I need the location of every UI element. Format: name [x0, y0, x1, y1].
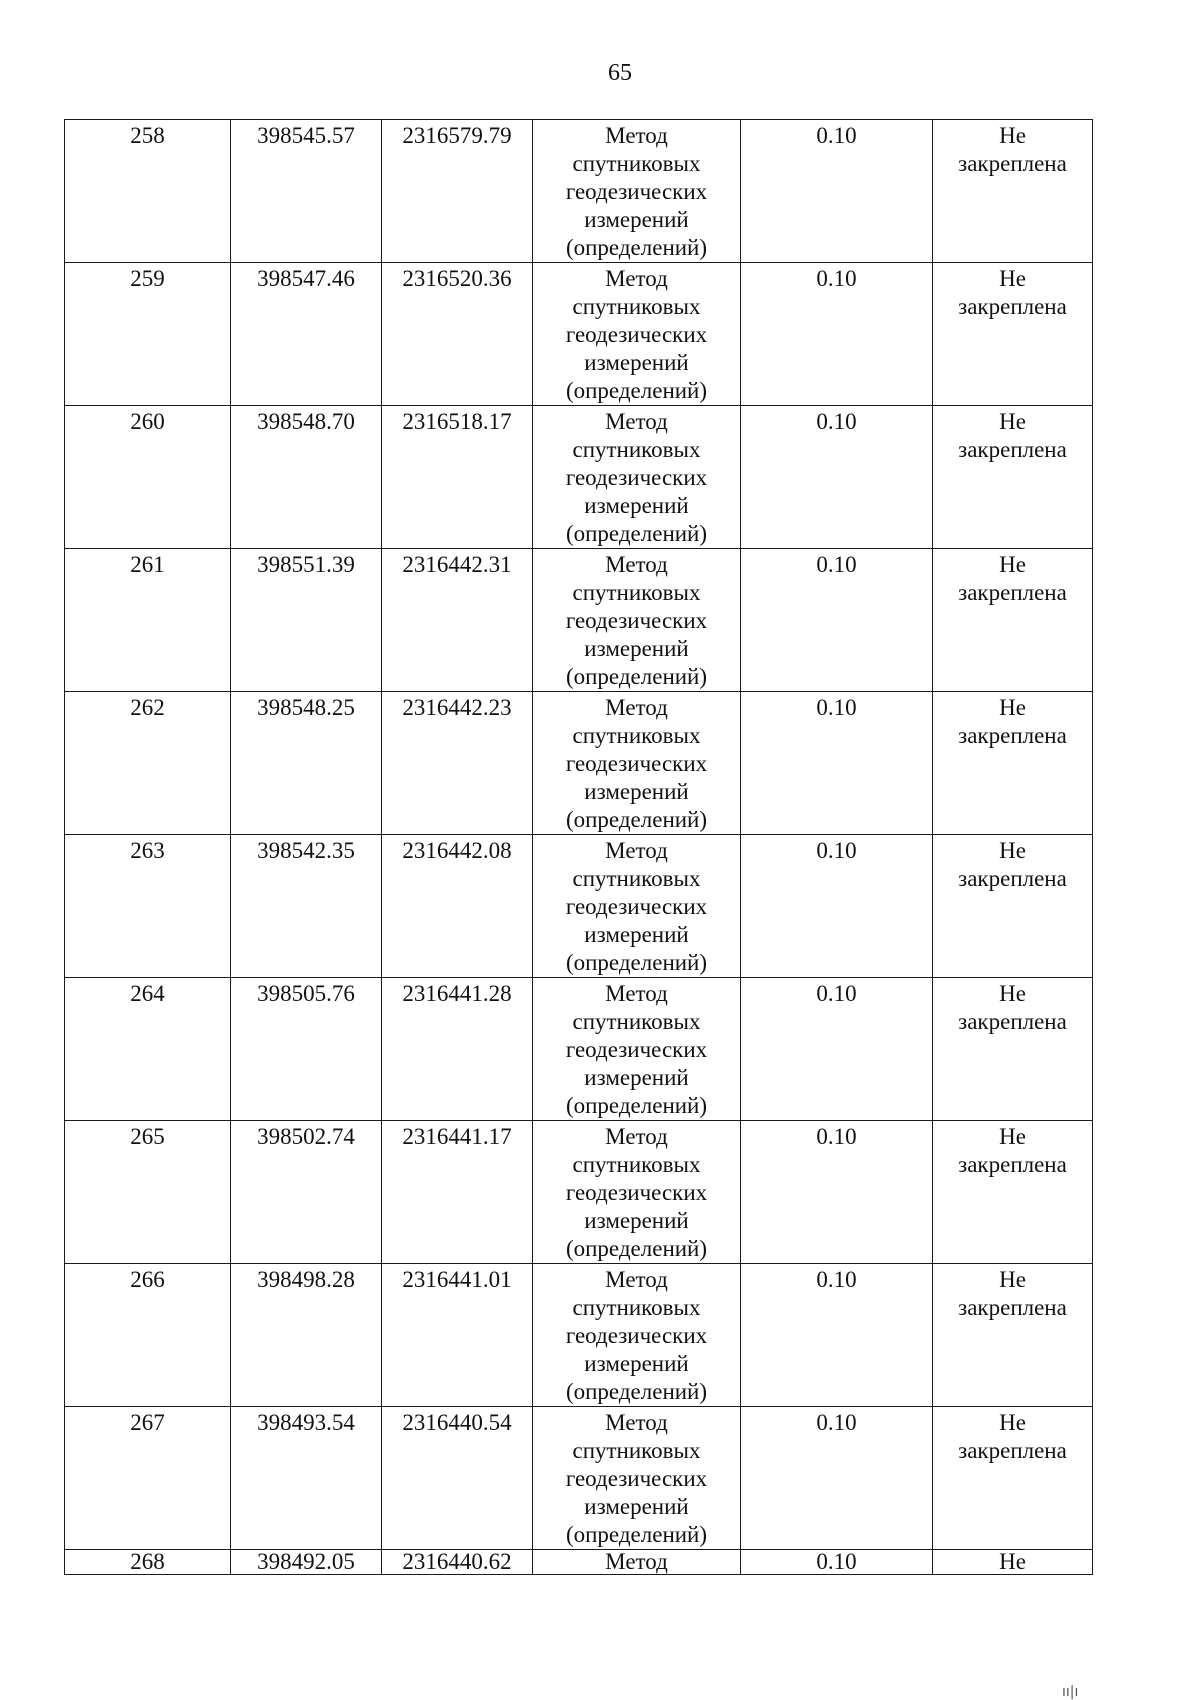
fixing-cell: [933, 1407, 1093, 1550]
scan-artifact: ıı|ı: [1062, 1684, 1079, 1700]
fixing-line: закреплена: [958, 866, 1067, 891]
table-row: [65, 978, 1093, 1121]
page-number: 65: [608, 60, 632, 86]
method-line: Метод: [605, 1549, 668, 1574]
x-coordinate-cell: 398548.25: [231, 692, 382, 835]
method-line: измерений: [584, 1065, 689, 1090]
method-line: (определений): [565, 378, 708, 403]
accuracy-cell: 0.10: [741, 1264, 933, 1407]
method-line: Метод: [605, 552, 668, 577]
method-line: измерений: [584, 207, 689, 232]
method-cell: [533, 1407, 741, 1550]
y-coordinate-cell: 2316440.62: [382, 1550, 533, 1575]
method-line: измерений: [584, 922, 689, 947]
fixing-line: Не: [999, 409, 1026, 434]
fixing-line: Не: [999, 123, 1026, 148]
method-line: геодезических: [565, 465, 708, 490]
method-cell: [533, 1121, 741, 1264]
y-coordinate-cell: 2316441.17: [382, 1121, 533, 1264]
method-line: геодезических: [565, 751, 708, 776]
method-line: спутниковых: [572, 1295, 701, 1320]
x-coordinate-cell: 398493.54: [231, 1407, 382, 1550]
accuracy-cell: 0.10: [741, 1407, 933, 1550]
x-coordinate-cell: 398545.57: [231, 120, 382, 263]
method-line: геодезических: [565, 322, 708, 347]
method-line: спутниковых: [572, 580, 701, 605]
point-number-cell: 262: [65, 692, 231, 835]
y-coordinate-cell: 2316442.08: [382, 835, 533, 978]
method-line: геодезических: [565, 1180, 708, 1205]
fixing-line: закреплена: [958, 437, 1067, 462]
fixing-cell: [933, 120, 1093, 263]
method-cell: [533, 263, 741, 406]
table-row: [65, 120, 1093, 263]
fixing-line: Не: [999, 695, 1026, 720]
table-row: [65, 1407, 1093, 1550]
fixing-cell: [933, 978, 1093, 1121]
method-line: (определений): [565, 1093, 708, 1118]
method-line: спутниковых: [572, 723, 701, 748]
method-line: геодезических: [565, 894, 708, 919]
y-coordinate-cell: 2316441.01: [382, 1264, 533, 1407]
method-line: измерений: [584, 493, 689, 518]
method-line: геодезических: [565, 1323, 708, 1348]
method-cell: [533, 549, 741, 692]
fixing-cell: [933, 1121, 1093, 1264]
y-coordinate-cell: 2316579.79: [382, 120, 533, 263]
table-row: [65, 1550, 1093, 1575]
fixing-line: закреплена: [958, 1438, 1067, 1463]
accuracy-cell: 0.10: [741, 120, 933, 263]
fixing-line: закреплена: [958, 1152, 1067, 1177]
method-cell: [533, 1550, 741, 1575]
method-line: измерений: [584, 1494, 689, 1519]
accuracy-cell: 0.10: [741, 1121, 933, 1264]
point-number-cell: 267: [65, 1407, 231, 1550]
method-line: Метод: [605, 1124, 668, 1149]
method-line: измерений: [584, 350, 689, 375]
fixing-line: Не: [999, 1267, 1026, 1292]
accuracy-cell: 0.10: [741, 978, 933, 1121]
y-coordinate-cell: 2316520.36: [382, 263, 533, 406]
method-cell: [533, 120, 741, 263]
accuracy-cell: 0.10: [741, 835, 933, 978]
point-number-cell: 259: [65, 263, 231, 406]
method-line: (определений): [565, 1236, 708, 1261]
fixing-line: закреплена: [958, 151, 1067, 176]
x-coordinate-cell: 398542.35: [231, 835, 382, 978]
x-coordinate-cell: 398492.05: [231, 1550, 382, 1575]
x-coordinate-cell: 398547.46: [231, 263, 382, 406]
fixing-line: закреплена: [958, 580, 1067, 605]
y-coordinate-cell: 2316442.31: [382, 549, 533, 692]
method-line: Метод: [605, 838, 668, 863]
table-row: [65, 406, 1093, 549]
method-line: спутниковых: [572, 1009, 701, 1034]
fixing-line: закреплена: [958, 1295, 1067, 1320]
fixing-line: Не: [999, 266, 1026, 291]
method-line: измерений: [584, 1208, 689, 1233]
fixing-cell: [933, 1264, 1093, 1407]
method-line: измерений: [584, 636, 689, 661]
method-line: Метод: [605, 981, 668, 1006]
y-coordinate-cell: 2316440.54: [382, 1407, 533, 1550]
fixing-line: Не: [999, 552, 1026, 577]
point-number-cell: 263: [65, 835, 231, 978]
x-coordinate-cell: 398551.39: [231, 549, 382, 692]
table-body: [65, 120, 1093, 1575]
method-line: Метод: [605, 266, 668, 291]
fixing-line: закреплена: [958, 1009, 1067, 1034]
table-row: [65, 549, 1093, 692]
point-number-cell: 264: [65, 978, 231, 1121]
table-row: [65, 1264, 1093, 1407]
x-coordinate-cell: 398505.76: [231, 978, 382, 1121]
method-line: (определений): [565, 1522, 708, 1547]
point-number-cell: 265: [65, 1121, 231, 1264]
accuracy-cell: 0.10: [741, 549, 933, 692]
point-number-cell: 266: [65, 1264, 231, 1407]
x-coordinate-cell: 398498.28: [231, 1264, 382, 1407]
method-line: геодезических: [565, 608, 708, 633]
method-line: спутниковых: [572, 1152, 701, 1177]
table-row: [65, 263, 1093, 406]
method-line: Метод: [605, 1410, 668, 1435]
method-line: (определений): [565, 664, 708, 689]
table-row: [65, 835, 1093, 978]
x-coordinate-cell: 398502.74: [231, 1121, 382, 1264]
point-number-cell: 268: [65, 1550, 231, 1575]
method-line: Метод: [605, 695, 668, 720]
fixing-line: Не: [999, 1124, 1026, 1149]
fixing-line: закреплена: [958, 723, 1067, 748]
x-coordinate-cell: 398548.70: [231, 406, 382, 549]
method-line: спутниковых: [572, 151, 701, 176]
fixing-cell: [933, 692, 1093, 835]
table-row: [65, 1121, 1093, 1264]
method-cell: [533, 692, 741, 835]
fixing-cell: [933, 549, 1093, 692]
fixing-line: Не: [999, 838, 1026, 863]
fixing-cell: [933, 263, 1093, 406]
point-number-cell: 260: [65, 406, 231, 549]
fixing-cell: [933, 835, 1093, 978]
method-line: спутниковых: [572, 1438, 701, 1463]
y-coordinate-cell: 2316441.28: [382, 978, 533, 1121]
method-line: измерений: [584, 779, 689, 804]
method-line: Метод: [605, 409, 668, 434]
accuracy-cell: 0.10: [741, 692, 933, 835]
coordinates-table: [64, 119, 1093, 1575]
method-line: (определений): [565, 950, 708, 975]
method-line: Метод: [605, 123, 668, 148]
method-line: геодезических: [565, 179, 708, 204]
fixing-line: закреплена: [958, 294, 1067, 319]
fixing-line: Не: [999, 1410, 1026, 1435]
y-coordinate-cell: 2316442.23: [382, 692, 533, 835]
y-coordinate-cell: 2316518.17: [382, 406, 533, 549]
fixing-cell: [933, 1550, 1093, 1575]
accuracy-cell: 0.10: [741, 263, 933, 406]
method-line: измерений: [584, 1351, 689, 1376]
point-number-cell: 258: [65, 120, 231, 263]
accuracy-cell: 0.10: [741, 1550, 933, 1575]
method-line: геодезических: [565, 1037, 708, 1062]
method-line: спутниковых: [572, 437, 701, 462]
point-number-cell: 261: [65, 549, 231, 692]
method-line: Метод: [605, 1267, 668, 1292]
fixing-line: Не: [999, 981, 1026, 1006]
method-line: (определений): [565, 235, 708, 260]
accuracy-cell: 0.10: [741, 406, 933, 549]
method-cell: [533, 978, 741, 1121]
method-line: спутниковых: [572, 294, 701, 319]
method-cell: [533, 1264, 741, 1407]
method-cell: [533, 406, 741, 549]
method-cell: [533, 835, 741, 978]
method-line: (определений): [565, 807, 708, 832]
table-row: [65, 692, 1093, 835]
fixing-cell: [933, 406, 1093, 549]
method-line: (определений): [565, 521, 708, 546]
method-line: (определений): [565, 1379, 708, 1404]
fixing-line: Не: [999, 1549, 1026, 1574]
method-line: геодезических: [565, 1466, 708, 1491]
method-line: спутниковых: [572, 866, 701, 891]
